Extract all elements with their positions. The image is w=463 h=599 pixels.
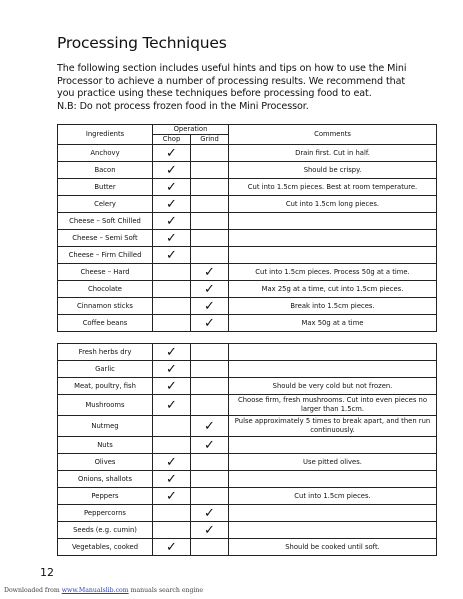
- chop-cell: [153, 281, 191, 298]
- grind-cell: ✓: [191, 505, 229, 522]
- comment-cell: Cut into 1.5cm pieces.: [229, 488, 437, 505]
- comment-cell: Choose firm, fresh mushrooms. Cut into even pieces no larger than 1.5cm.: [229, 395, 437, 416]
- ingredient-cell: Vegetables, cooked: [58, 539, 153, 556]
- ingredient-cell: Celery: [58, 196, 153, 213]
- grind-cell: [191, 196, 229, 213]
- table-row: [58, 162, 437, 179]
- comment-cell: Pulse approximately 5 times to break apart, and then run continuously.: [229, 416, 437, 437]
- header-grind: Grind: [191, 135, 229, 145]
- intro-note: N.B: Do not process frozen food in the Mini Processor.: [57, 100, 309, 112]
- grind-cell: ✓: [191, 264, 229, 281]
- chop-cell: [153, 522, 191, 539]
- header-ingredients: Ingredients: [58, 125, 153, 145]
- grind-cell: ✓: [191, 315, 229, 332]
- ingredient-cell: Meat, poultry, fish: [58, 378, 153, 395]
- chop-cell: ✓: [153, 344, 191, 361]
- grind-cell: [191, 179, 229, 196]
- chop-cell: ✓: [153, 378, 191, 395]
- chop-cell: ✓: [153, 454, 191, 471]
- intro-text: [57, 63, 417, 113]
- header-comments: Comments: [229, 125, 437, 145]
- comment-cell: [229, 361, 437, 378]
- table-row: [58, 196, 437, 213]
- grind-cell: ✓: [191, 522, 229, 539]
- techniques-table-2: [57, 343, 437, 556]
- ingredient-cell: Olives: [58, 454, 153, 471]
- chop-cell: ✓: [153, 179, 191, 196]
- chop-cell: ✓: [153, 395, 191, 416]
- ingredient-cell: Cheese – Firm Chilled: [58, 247, 153, 264]
- ingredient-cell: Peppercorns: [58, 505, 153, 522]
- intro-paragraph: The following section includes useful hints and tips on how to use the Mini Processor to achieve a number of processing results. We recommend that you practice using these techniques before processing food to eat.: [57, 63, 407, 100]
- table-row: [58, 522, 437, 539]
- table-row: [58, 230, 437, 247]
- comment-cell: [229, 247, 437, 264]
- comment-cell: Use pitted olives.: [229, 454, 437, 471]
- table-row: [58, 505, 437, 522]
- table-row: [58, 539, 437, 556]
- chop-cell: [153, 505, 191, 522]
- table-row: [58, 179, 437, 196]
- ingredient-cell: Anchovy: [58, 145, 153, 162]
- ingredient-cell: Nuts: [58, 437, 153, 454]
- chop-cell: [153, 416, 191, 437]
- table-row: [58, 488, 437, 505]
- chop-cell: ✓: [153, 488, 191, 505]
- footer-link[interactable]: www.Manualslib.com: [61, 587, 129, 594]
- chop-cell: ✓: [153, 361, 191, 378]
- comment-cell: [229, 522, 437, 539]
- comment-cell: Max 50g at a time: [229, 315, 437, 332]
- comment-cell: Drain first. Cut in half.: [229, 145, 437, 162]
- table-row: [58, 247, 437, 264]
- table-row: [58, 281, 437, 298]
- grind-cell: ✓: [191, 437, 229, 454]
- ingredient-cell: Butter: [58, 179, 153, 196]
- grind-cell: [191, 395, 229, 416]
- download-footer: [4, 587, 203, 594]
- comment-cell: [229, 471, 437, 488]
- ingredient-cell: Nutmeg: [58, 416, 153, 437]
- table-row: [58, 298, 437, 315]
- comment-cell: [229, 213, 437, 230]
- comment-cell: [229, 344, 437, 361]
- grind-cell: [191, 213, 229, 230]
- ingredient-cell: Onions, shallots: [58, 471, 153, 488]
- grind-cell: [191, 247, 229, 264]
- table-row: [58, 454, 437, 471]
- comment-cell: Cut into 1.5cm long pieces.: [229, 196, 437, 213]
- ingredient-cell: Fresh herbs dry: [58, 344, 153, 361]
- ingredient-cell: Chocolate: [58, 281, 153, 298]
- ingredient-cell: Cheese – Soft Chilled: [58, 213, 153, 230]
- table-row: [58, 361, 437, 378]
- grind-cell: [191, 454, 229, 471]
- page-number: 12: [40, 566, 54, 579]
- comment-cell: [229, 230, 437, 247]
- ingredient-cell: Cheese – Hard: [58, 264, 153, 281]
- footer-suffix: manuals search engine: [128, 587, 204, 594]
- chop-cell: ✓: [153, 213, 191, 230]
- comment-cell: Should be very cold but not frozen.: [229, 378, 437, 395]
- techniques-table-1: [57, 124, 437, 332]
- comment-cell: Cut into 1.5cm pieces. Best at room temperature.: [229, 179, 437, 196]
- table-row: [58, 395, 437, 416]
- ingredient-cell: Mushrooms: [58, 395, 153, 416]
- table-row: [58, 344, 437, 361]
- comment-cell: [229, 505, 437, 522]
- table-row: [58, 437, 437, 454]
- grind-cell: [191, 488, 229, 505]
- grind-cell: [191, 361, 229, 378]
- chop-cell: [153, 298, 191, 315]
- chop-cell: ✓: [153, 145, 191, 162]
- chop-cell: ✓: [153, 196, 191, 213]
- ingredient-cell: Cheese – Semi Soft: [58, 230, 153, 247]
- grind-cell: ✓: [191, 416, 229, 437]
- table-row: [58, 378, 437, 395]
- table-row: [58, 264, 437, 281]
- comment-cell: Break into 1.5cm pieces.: [229, 298, 437, 315]
- grind-cell: [191, 471, 229, 488]
- grind-cell: [191, 539, 229, 556]
- ingredient-cell: Peppers: [58, 488, 153, 505]
- comment-cell: Max 25g at a time, cut into 1.5cm pieces.: [229, 281, 437, 298]
- grind-cell: ✓: [191, 281, 229, 298]
- grind-cell: [191, 378, 229, 395]
- chop-cell: [153, 264, 191, 281]
- page-title: Processing Techniques: [57, 34, 227, 52]
- table-row: [58, 471, 437, 488]
- chop-cell: ✓: [153, 230, 191, 247]
- table-row: [58, 315, 437, 332]
- table-row: [58, 213, 437, 230]
- header-operation: Operation: [153, 125, 229, 135]
- chop-cell: [153, 315, 191, 332]
- comment-cell: Cut into 1.5cm pieces. Process 50g at a time.: [229, 264, 437, 281]
- grind-cell: [191, 145, 229, 162]
- chop-cell: ✓: [153, 247, 191, 264]
- ingredient-cell: Cinnamon sticks: [58, 298, 153, 315]
- table-row: [58, 145, 437, 162]
- ingredient-cell: Coffee beans: [58, 315, 153, 332]
- grind-cell: [191, 230, 229, 247]
- comment-cell: Should be crispy.: [229, 162, 437, 179]
- comment-cell: [229, 437, 437, 454]
- ingredient-cell: Garlic: [58, 361, 153, 378]
- grind-cell: [191, 162, 229, 179]
- chop-cell: ✓: [153, 162, 191, 179]
- chop-cell: ✓: [153, 471, 191, 488]
- grind-cell: [191, 344, 229, 361]
- footer-prefix: Downloaded from: [4, 587, 60, 594]
- ingredient-cell: Bacon: [58, 162, 153, 179]
- chop-cell: [153, 437, 191, 454]
- comment-cell: Should be cooked until soft.: [229, 539, 437, 556]
- table-row: [58, 416, 437, 437]
- grind-cell: ✓: [191, 298, 229, 315]
- ingredient-cell: Seeds (e.g. cumin): [58, 522, 153, 539]
- chop-cell: ✓: [153, 539, 191, 556]
- header-chop: Chop: [153, 135, 191, 145]
